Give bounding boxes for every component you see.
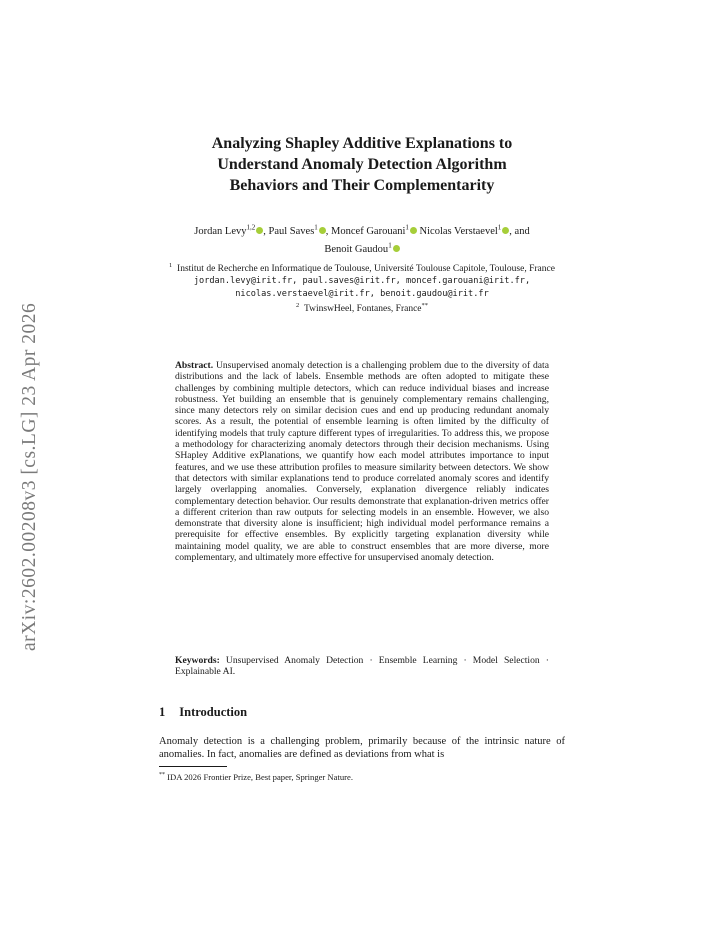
author-affiliation-mark: 1 (314, 223, 318, 231)
footnote-rule (159, 766, 227, 767)
author (324, 241, 399, 255)
affiliation-2 (152, 300, 572, 315)
section-body: Anomaly detection is a challenging problem, primarily because of the intrinsic nature of anomalies. In fact, anomalies are defined as deviations from what is (159, 736, 565, 760)
author-affiliation-mark: 1,2 (246, 223, 256, 231)
author (194, 223, 269, 237)
affiliation-text: Institut de Recherche en Informatique de Toulouse, Université Toulouse Capitole, Toulouse, France (177, 264, 555, 275)
keywords-label: Keywords: (175, 655, 220, 666)
abstract (175, 360, 549, 563)
paper-title (160, 133, 564, 196)
title-line-2: Understand Anomaly Detection Algorithm (217, 156, 507, 173)
orcid-icon[interactable] (410, 227, 417, 234)
orcid-icon[interactable] (393, 245, 400, 252)
section-number: 1 (159, 705, 166, 719)
affiliation-1 (152, 260, 572, 275)
keywords (175, 655, 549, 678)
author-name: Paul Saves (268, 225, 315, 237)
affiliation-text: TwinswHeel, Fontanes, France (303, 304, 422, 315)
author-name: Moncef Garouani (331, 225, 406, 237)
section-title: Introduction (179, 705, 248, 719)
affiliation-mark: 2 (295, 302, 300, 310)
affiliations (152, 260, 572, 316)
arxiv-sidebar-stamp (20, 260, 48, 650)
author (419, 223, 530, 237)
author-list (150, 220, 574, 257)
email-list-line-2[interactable]: nicolas.verstaevel@irit.fr, benoit.gaudou@irit.fr (235, 288, 489, 299)
author-affiliation-mark: 1 (405, 223, 409, 231)
author-separator: , and (509, 225, 530, 237)
arxiv-identifier: arXiv:2602.00208v3 [cs.LG] 23 Apr 2026 (19, 302, 40, 651)
abstract-label: Abstract. (175, 360, 214, 371)
footnote-mark: ** (159, 772, 165, 778)
author-affiliation-mark: 1 (388, 241, 392, 250)
author-affiliation-mark: 1 (497, 223, 502, 231)
abstract-text: Unsupervised anomaly detection is a challenging problem due to the diversity of data distributions and the lack of labels. Ensemble methods are often adopted to mitigate these challenges by combining multiple detectors, which can reduce individual biases and increase robustness. Yet building an ensemble that is genuinely complementary remains challenging, since many detectors rely on similar decision cues and end up producing redundant anomaly scores. As a result, the potential of ensemble learning is often limited by the difficulty of identifying models that truly capture different types of irregularities. To address this, we propose a methodology for characterizing anomaly detectors through their decision mechanisms. Using SHapley Additive exPlanations, we quantify how each model attributes importance to input features, and we use these attribution profiles to measure similarity between detectors. We show that detectors with similar explanations tend to produce correlated anomaly scores and identify largely overlapping anomalies. Conversely, explanation divergence reliably indicates complementary detection behavior. Our results demonstrate that explanation-driven metrics offer a different criterion than raw outputs for selecting models in an ensemble. However, we also demonstrate that diversity alone is insufficient; high individual model performance remains a prerequisite for effective ensembles. By explicitly targeting explanation diversity while maintaining model quality, we are able to construct ensembles that are more diverse, more complementary, and ultimately more effective for unsupervised anomaly detection. (175, 360, 549, 564)
title-line-3: Behaviors and Their Complementarity (229, 177, 495, 194)
author-separator: , (325, 225, 332, 237)
author-name: Benoit Gaudou (324, 244, 389, 255)
email-list-line-1[interactable]: jordan.levy@irit.fr, paul.saves@irit.fr, moncef.garouani@irit.fr, (193, 276, 531, 287)
author (331, 223, 419, 237)
author-name: Nicolas Verstaevel (419, 225, 498, 237)
author-separator: , (263, 225, 269, 237)
affiliation-mark: 1 (169, 262, 173, 269)
section-heading (159, 705, 247, 720)
author-name: Jordan Levy (194, 225, 247, 237)
keywords-text: Unsupervised Anomaly Detection · Ensemble Learning · Model Selection · Explainable AI. (175, 655, 549, 678)
title-line-1: Analyzing Shapley Additive Explanations to (211, 135, 513, 152)
footnote-text: IDA 2026 Frontier Prize, Best paper, Springer Nature. (167, 771, 353, 782)
orcid-icon[interactable] (319, 227, 326, 234)
author (268, 223, 332, 237)
footnote (159, 770, 353, 783)
footnote-mark[interactable]: ** (421, 302, 429, 310)
